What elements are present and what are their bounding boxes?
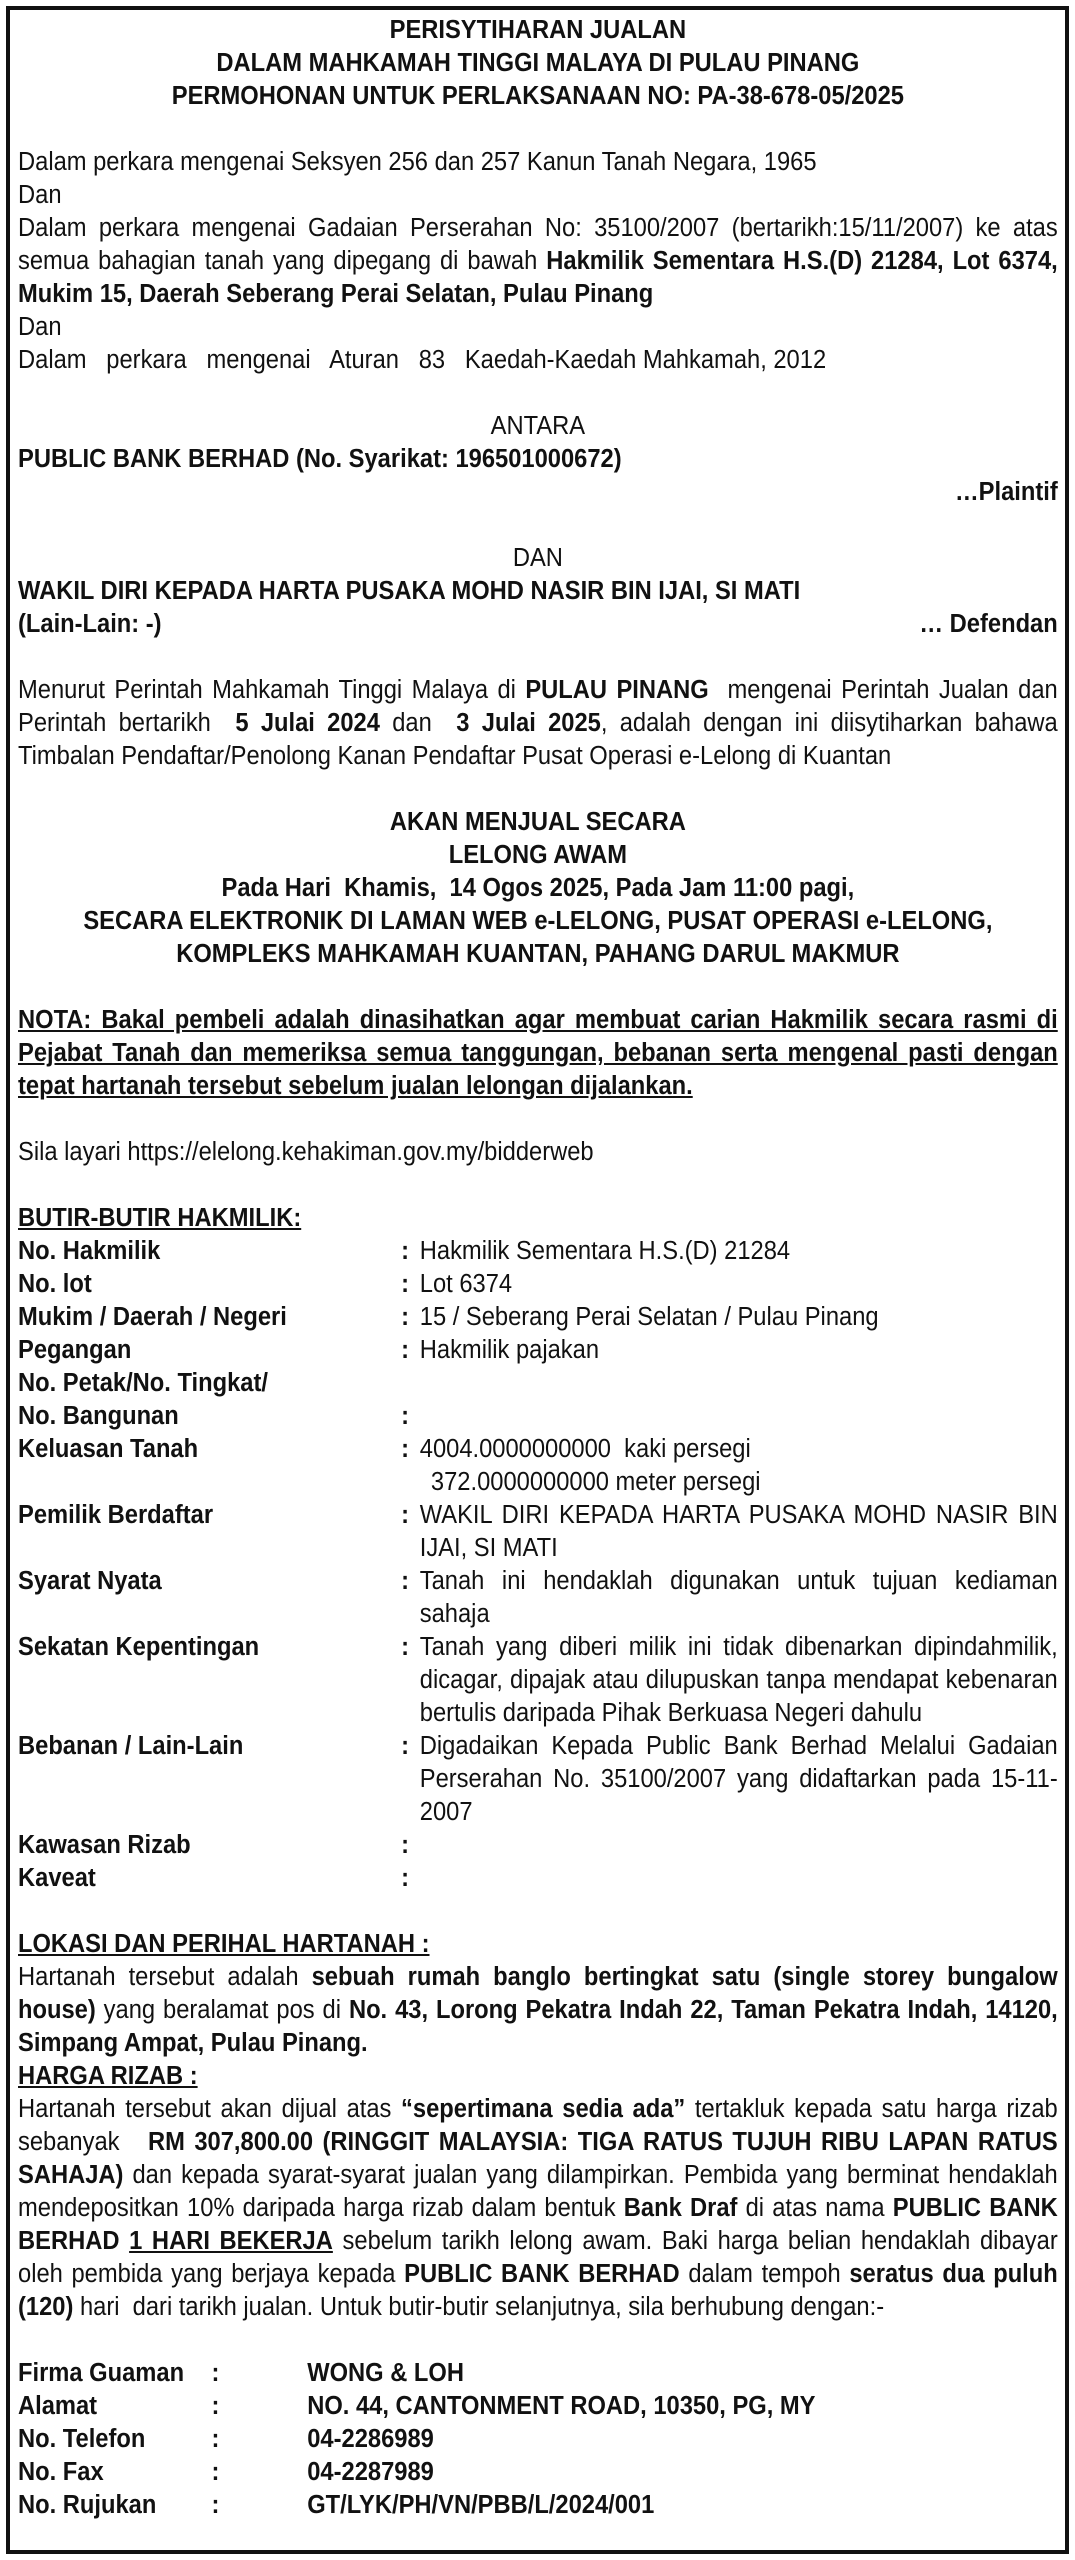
location-heading: LOKASI DAN PERIHAL HARTANAH : [18, 1930, 430, 1958]
area-sqft: 4004.0000000000 kaki persegi [419, 1435, 751, 1463]
detail-value [420, 1862, 1058, 1895]
detail-value [420, 1829, 1058, 1862]
title-details-table: No. Hakmilik : Hakmilik Sementara H.S.(D) 21284 No. lot : Lot 6374 Mukim / Daerah / Negeri : 15 / Seberang Perai Selatan / Pulau Pinang Pegangan : Hakmilik pajakan No. Petak/No. Tingkat/ No. Bangunan : Keluasan Tanah : 4004.0000000000 kaki persegi 372.0000000000 meter persegi Pemilik Berdaftar : WAKIL DIRI KEPADA HARTA PUSAKA MOHD NASIR BIN IJAI, SI MATI Syarat Nyata : Tanah ini hendaklah digunakan untuk tujuan kediaman sahaja Sekatan Kepentingan : Tanah yang diberi milik ini tidak dibenarkan dipindahmilik, dicagar, dipajak atau dilupuskan tanpa mendapat kebenaran bertulis daripada Pihak Berkuasa Negeri dahulu Bebanan / Lain-Lain : Digadaikan Kepada Public Bank Berhad Melalui Gadaian Perserahan No. 35100/2007 yang didaftarkan pada 15-11-2007 Kawasan Rizab : Kaveat : [18, 1235, 1058, 1895]
matter-1: Dalam perkara mengenai Seksyen 256 dan 257 Kanun Tanah Negara, 1965 [18, 148, 817, 176]
firm-value: GT/LYK/PH/VN/PBB/L/2024/001 [307, 2491, 655, 2519]
order-text-3: dan [379, 709, 457, 737]
matter-connector-2: Dan [18, 313, 62, 341]
firm-label: No. Fax [18, 2458, 104, 2486]
detail-label: Mukim / Daerah / Negeri [18, 1303, 287, 1331]
location-section [18, 1928, 1058, 2060]
detail-value: Tanah ini hendaklah digunakan untuk tujuan kediaman sahaja [419, 1567, 1058, 1628]
order-text-4: , adalah dengan ini diisytiharkan bahawa Timbalan Pendaftar/Penolong Kanan Pendaftar Pusat Operasi e-Lelong di Kuantan [18, 709, 1058, 770]
title-details-section [18, 1202, 1058, 1895]
reserve-as-is: “sepertimana sedia ada” [401, 2095, 686, 2123]
detail-value: Hakmilik pajakan [419, 1336, 600, 1364]
order-date-1: 5 Julai 2024 [235, 709, 380, 737]
detail-label: Keluasan Tanah [18, 1435, 199, 1463]
website-line: Sila layari https://elelong.kehakiman.gov.my/bidderweb [18, 1138, 594, 1166]
firm-label: No. Telefon [18, 2425, 146, 2453]
reserve-text-6: sebelum tarikh lelong awam. Baki harga belian hendaklah dibayar oleh pembida yang berjaya kepada [18, 2227, 1058, 2288]
order-court-location: PULAU PINANG [525, 676, 709, 704]
detail-label: No. lot [18, 1270, 92, 1298]
reserve-heading: HARGA RIZAB : [18, 2062, 198, 2090]
reserve-text-1: Hartanah tersebut akan dijual atas [18, 2095, 402, 2123]
location-text-2: yang beralamat pos di [95, 1996, 349, 2024]
detail-value [420, 1400, 1058, 1433]
reserve-price: RM 307,800.00 (RINGGIT MALAYSIA: TIGA RATUS TUJUH RIBU LAPAN RATUS SAHAJA) [18, 2128, 1058, 2189]
auction-line-2: LELONG AWAM [448, 841, 628, 869]
header-application-no: PERMOHONAN UNTUK PERLAKSANAAN NO: PA-38-678-05/2025 [171, 82, 904, 110]
auction-date-time: Pada Hari Khamis, 14 Ogos 2025, Pada Jam 11:00 pagi, [221, 874, 855, 902]
law-firm-details: Firma Guaman : WONG & LOH Alamat : NO. 44, CANTONMENT ROAD, 10350, PG, MY No. Telefon : 04-2286989 No. Fax : 04-2287989 No. Rujukan : GT/LYK/PH/VN/PBB/L/2024/001 [18, 2357, 1058, 2522]
firm-label: No. Rujukan [18, 2491, 157, 2519]
property-type: sebuah rumah banglo bertingkat satu (single storey bungalow house) [18, 1963, 1058, 2024]
firm-label: Alamat [18, 2392, 98, 2420]
antara-label: ANTARA [490, 412, 586, 440]
detail-label: Bebanan / Lain-Lain [18, 1732, 244, 1760]
firm-value: 04-2286989 [307, 2425, 434, 2453]
detail-label: No. Petak/No. Tingkat/ [18, 1369, 268, 1397]
order-date-2: 3 Julai 2025 [456, 709, 601, 737]
defendant-alias: (Lain-Lain: -) [18, 610, 162, 638]
nota-paragraph: NOTA: Bakal pembeli adalah dinasihatkan agar membuat carian Hakmilik secara rasmi di Pejabat Tanah dan memeriksa semua tanggungan, bebanan serta mengenal pasti dengan tepat hartanah tersebut sebelum jualan lelongan dijalankan. [18, 1006, 1058, 1100]
plaintiff-name: PUBLIC BANK BERHAD (No. Syarikat: 196501000672) [18, 445, 622, 473]
detail-label: Pegangan [18, 1336, 132, 1364]
matter-2-title: Hakmilik Sementara H.S.(D) 21284, Lot 6374, Mukim 15, Daerah Seberang Perai Selatan, Pulau Pinang [18, 247, 1058, 308]
matter-2-text: Dalam perkara mengenai Gadaian Perserahan No: 35100/2007 (bertarikh:15/11/2007) ke atas semua bahagian tanah yang dipegang di bawah [18, 214, 1058, 275]
reserve-section [18, 2060, 1065, 2324]
auction-line-1: AKAN MENJUAL SECARA [389, 808, 686, 836]
detail-value: Lot 6374 [419, 1270, 513, 1298]
property-address: No. 43, Lorong Pekatra Indah 22, Taman Pekatra Indah, 14120, Simpang Ampat, Pulau Pinang. [18, 1996, 1058, 2057]
detail-label: Sekatan Kepentingan [18, 1633, 260, 1661]
reserve-text-5 [119, 2227, 129, 2255]
detail-label: Kaveat [18, 1864, 96, 1892]
defendant-role: … Defendan [919, 610, 1058, 638]
detail-value-area [420, 1433, 1058, 1499]
location-paragraph [18, 1961, 1058, 2060]
reserve-text-8: hari dari tarikh jualan. Untuk butir-butir selanjutnya, sila berhubung dengan:- [73, 2293, 885, 2321]
firm-value: NO. 44, CANTONMENT ROAD, 10350, PG, MY [307, 2392, 816, 2420]
matters-section [18, 146, 1058, 377]
area-sqm: 372.0000000000 meter persegi [430, 1468, 761, 1496]
reserve-paragraph [18, 2093, 1065, 2324]
detail-label: Kawasan Rizab [18, 1831, 191, 1859]
reserve-text-3: dan kepada syarat-syarat jualan yang dilampirkan. Pembida yang berminat hendaklah mendepositkan 10% daripada harga rizab dalam bentuk [18, 2161, 1058, 2222]
detail-value: Tanah yang diberi milik ini tidak dibenarkan dipindahmilik, dicagar, dipajak atau dilupuskan tanpa mendapat kebenaran bertulis daripada Pihak Berkuasa Negeri dahulu [419, 1633, 1058, 1727]
title-details-heading: BUTIR-BUTIR HAKMILIK: [18, 1204, 302, 1232]
detail-value: WAKIL DIRI KEPADA HARTA PUSAKA MOHD NASIR BIN IJAI, SI MATI [419, 1501, 1058, 1562]
balance-payee: PUBLIC BANK BERHAD [404, 2260, 680, 2288]
detail-value [420, 1367, 1058, 1400]
header-title: PERISYTIHARAN JUALAN [389, 16, 687, 44]
payment-period: seratus dua puluh (120) [18, 2260, 1058, 2321]
header-court: DALAM MAHKAMAH TINGGI MALAYA DI PULAU PINANG [216, 49, 860, 77]
payee-name: PUBLIC BANK BERHAD [18, 2194, 1058, 2255]
detail-value: 15 / Seberang Perai Selatan / Pulau Pinang [419, 1303, 879, 1331]
detail-label: Syarat Nyata [18, 1567, 162, 1595]
deposit-deadline: 1 HARI BEKERJA [129, 2227, 333, 2255]
detail-label: Pemilik Berdaftar [18, 1501, 214, 1529]
detail-label: No. Bangunan [18, 1402, 179, 1430]
reserve-text-2: tertakluk kepada satu harga rizab sebanyak [18, 2095, 1065, 2156]
order-paragraph [18, 674, 1065, 773]
bank-draft: Bank Draf [623, 2194, 738, 2222]
order-text-1: Menurut Perintah Mahkamah Tinggi Malaya di [18, 676, 526, 704]
reserve-text-4: di atas nama [737, 2194, 893, 2222]
detail-label: No. Hakmilik [18, 1237, 161, 1265]
defendant-row [18, 608, 1058, 641]
sale-notice [18, 14, 1065, 2522]
firm-value: WONG & LOH [307, 2359, 465, 2387]
notice-header [18, 14, 1058, 113]
parties-section [18, 410, 1058, 641]
firm-value: 04-2287989 [307, 2458, 434, 2486]
auction-venue-1: SECARA ELEKTRONIK DI LAMAN WEB e-LELONG, PUSAT OPERASI e-LELONG, [83, 907, 993, 935]
auction-announcement [18, 806, 1058, 971]
matter-connector-1: Dan [18, 181, 62, 209]
location-text-1: Hartanah tersebut adalah [18, 1963, 312, 1991]
dan-label: DAN [512, 544, 563, 572]
defendant-name: WAKIL DIRI KEPADA HARTA PUSAKA MOHD NASIR BIN IJAI, SI MATI [18, 577, 801, 605]
reserve-text-7: dalam tempoh [679, 2260, 850, 2288]
firm-label: Firma Guaman [18, 2359, 185, 2387]
order-text-2: mengenai Perintah Jualan dan Perintah bertarikh [18, 676, 1065, 737]
plaintiff-role: …Plaintif [954, 478, 1058, 506]
detail-value: Hakmilik Sementara H.S.(D) 21284 [419, 1237, 791, 1265]
detail-value: Digadaikan Kepada Public Bank Berhad Melalui Gadaian Perserahan No. 35100/2007 yang didaftarkan pada 15-11-2007 [419, 1732, 1058, 1826]
auction-venue-2: KOMPLEKS MAHKAMAH KUANTAN, PAHANG DARUL MAKMUR [176, 940, 900, 968]
matter-3: Dalam perkara mengenai Aturan 83 Kaedah-Kaedah Mahkamah, 2012 [18, 346, 827, 374]
matter-2 [18, 212, 1058, 311]
